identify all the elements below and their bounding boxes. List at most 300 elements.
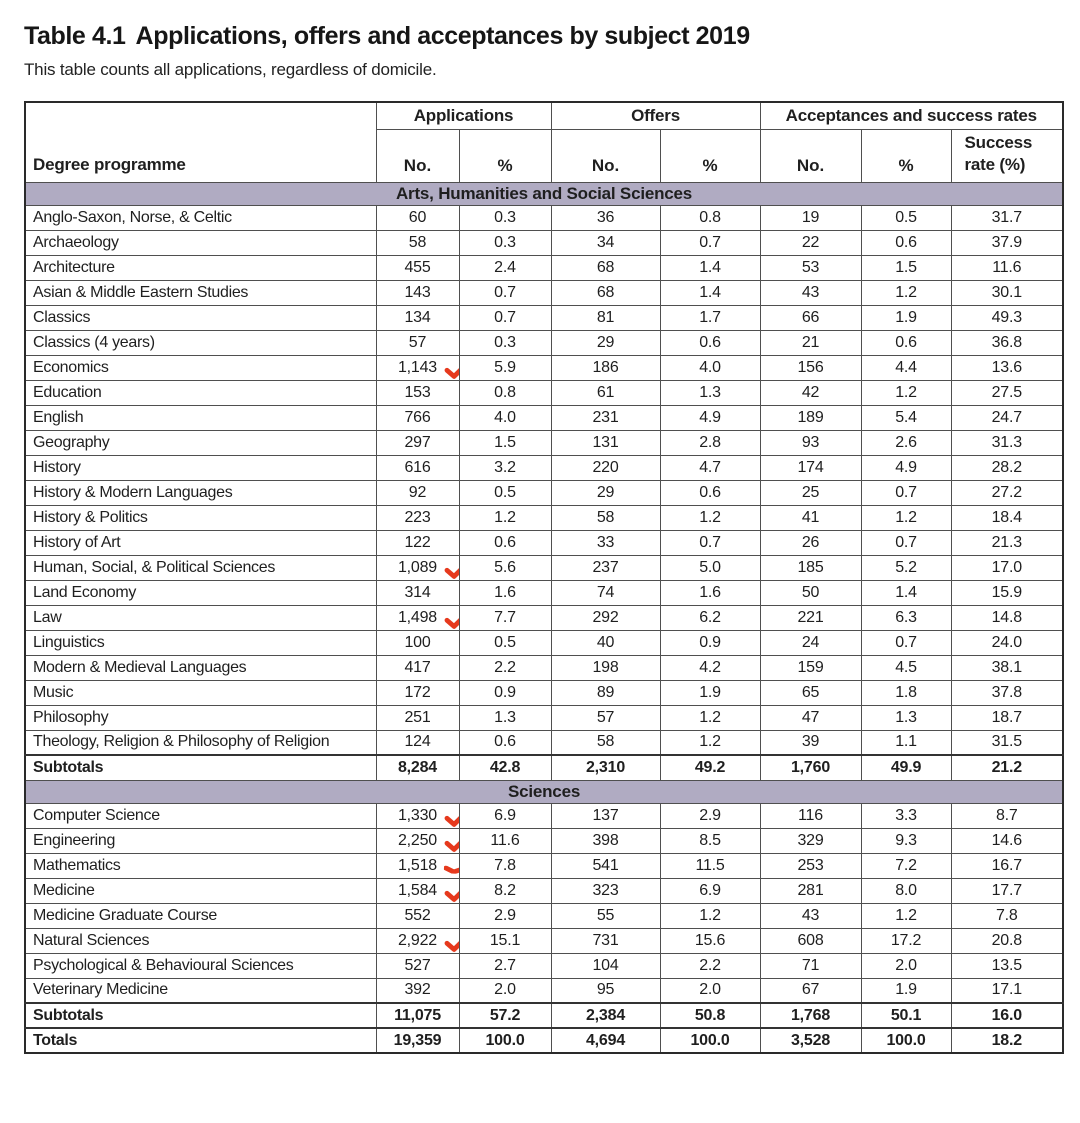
subject-row [25, 480, 1063, 505]
value-cell: 1.2 [459, 505, 551, 530]
value-cell: 29 [551, 480, 660, 505]
value-cell: 16.0 [951, 1003, 1063, 1028]
value-cell: 0.7 [660, 530, 760, 555]
value-cell: 1.2 [861, 280, 951, 305]
value-cell: 1,584 [376, 878, 459, 903]
subject-row [25, 305, 1063, 330]
offers-pct-header: % [660, 129, 760, 182]
subject-row [25, 878, 1063, 903]
degree-programme-cell: Classics [25, 305, 376, 330]
value-cell: 16.7 [951, 853, 1063, 878]
value-cell: 0.7 [861, 630, 951, 655]
value-cell: 13.6 [951, 355, 1063, 380]
subject-row [25, 205, 1063, 230]
red-checkmark-icon [443, 557, 460, 580]
value-cell: 49.9 [861, 755, 951, 780]
value-cell: 61 [551, 380, 660, 405]
value-cell: 4.5 [861, 655, 951, 680]
value-cell: 57 [376, 330, 459, 355]
value-cell: 8.7 [951, 803, 1063, 828]
value-cell: 100.0 [459, 1028, 551, 1053]
value-cell: 33 [551, 530, 660, 555]
value-cell: 1.2 [861, 380, 951, 405]
degree-programme-cell: Music [25, 680, 376, 705]
value-cell: 38.1 [951, 655, 1063, 680]
value-cell: 2.9 [660, 803, 760, 828]
value-cell: 11.6 [951, 255, 1063, 280]
degree-programme-cell: Anglo-Saxon, Norse, & Celtic [25, 205, 376, 230]
value-cell: 21.2 [951, 755, 1063, 780]
value-cell: 185 [760, 555, 861, 580]
value-cell: 0.6 [459, 730, 551, 755]
value-cell: 47 [760, 705, 861, 730]
summary-row [25, 1028, 1063, 1053]
applications-pct-header: % [459, 129, 551, 182]
value-cell: 50.8 [660, 1003, 760, 1028]
success-rate-header-line2: rate (%) [964, 155, 1026, 175]
degree-programme-cell: History of Art [25, 530, 376, 555]
value-cell: 221 [760, 605, 861, 630]
value-cell: 65 [760, 680, 861, 705]
value-cell: 6.2 [660, 605, 760, 630]
value-cell: 0.6 [660, 480, 760, 505]
value-cell: 67 [760, 978, 861, 1003]
value-cell: 5.2 [861, 555, 951, 580]
value-cell: 22 [760, 230, 861, 255]
subject-row [25, 953, 1063, 978]
subject-row [25, 230, 1063, 255]
value-cell: 43 [760, 903, 861, 928]
value-cell: 14.6 [951, 828, 1063, 853]
section-band-row [25, 182, 1063, 205]
value-cell: 392 [376, 978, 459, 1003]
value-cell: 1.9 [861, 978, 951, 1003]
subject-row [25, 505, 1063, 530]
value-cell: 0.5 [459, 480, 551, 505]
subject-row [25, 828, 1063, 853]
value-cell: 122 [376, 530, 459, 555]
subject-row [25, 405, 1063, 430]
value-cell: 1.9 [660, 680, 760, 705]
value-cell: 2,250 [376, 828, 459, 853]
subject-row [25, 655, 1063, 680]
degree-programme-cell: History [25, 455, 376, 480]
value-cell: 1.2 [660, 903, 760, 928]
degree-programme-cell: Law [25, 605, 376, 630]
value-cell: 292 [551, 605, 660, 630]
value-cell: 1,143 [376, 355, 459, 380]
subject-row [25, 730, 1063, 755]
section-header: Arts, Humanities and Social Sciences [25, 182, 1063, 205]
value-cell: 2,384 [551, 1003, 660, 1028]
value-cell: 2.0 [861, 953, 951, 978]
value-cell: 31.7 [951, 205, 1063, 230]
value-cell: 417 [376, 655, 459, 680]
totals-label: Totals [25, 1028, 376, 1053]
value-cell: 1.1 [861, 730, 951, 755]
subject-row [25, 605, 1063, 630]
offers-group-header: Offers [551, 102, 760, 129]
value-cell: 5.6 [459, 555, 551, 580]
value-cell: 50.1 [861, 1003, 951, 1028]
degree-programme-cell: Classics (4 years) [25, 330, 376, 355]
subject-row [25, 903, 1063, 928]
value-cell: 314 [376, 580, 459, 605]
value-cell: 1,768 [760, 1003, 861, 1028]
value-cell: 1.4 [660, 255, 760, 280]
value-cell: 13.5 [951, 953, 1063, 978]
value-cell: 17.7 [951, 878, 1063, 903]
value-cell: 2.4 [459, 255, 551, 280]
subject-row [25, 803, 1063, 828]
value-cell: 81 [551, 305, 660, 330]
value-cell: 27.5 [951, 380, 1063, 405]
degree-programme-cell: Mathematics [25, 853, 376, 878]
value-cell: 31.3 [951, 430, 1063, 455]
degree-programme-cell: Natural Sciences [25, 928, 376, 953]
value-cell: 28.2 [951, 455, 1063, 480]
value-cell: 49.3 [951, 305, 1063, 330]
value-cell: 15.6 [660, 928, 760, 953]
subject-row [25, 530, 1063, 555]
degree-programme-cell: English [25, 405, 376, 430]
value-cell: 4.2 [660, 655, 760, 680]
value-cell: 71 [760, 953, 861, 978]
value-cell: 143 [376, 280, 459, 305]
value-cell: 2.2 [459, 655, 551, 680]
value-cell: 100 [376, 630, 459, 655]
section-header: Sciences [25, 780, 1063, 803]
value-cell: 18.7 [951, 705, 1063, 730]
table-title-text: Applications, offers and acceptances by subject 2019 [135, 22, 750, 50]
acceptances-pct-header: % [861, 129, 951, 182]
value-cell: 1.3 [861, 705, 951, 730]
value-cell: 60 [376, 205, 459, 230]
value-cell: 2.7 [459, 953, 551, 978]
value-cell: 6.9 [459, 803, 551, 828]
value-cell: 95 [551, 978, 660, 1003]
summary-row [25, 755, 1063, 780]
value-cell: 0.3 [459, 230, 551, 255]
degree-programme-cell: Philosophy [25, 705, 376, 730]
value-cell: 231 [551, 405, 660, 430]
value-cell: 281 [760, 878, 861, 903]
value-cell: 766 [376, 405, 459, 430]
value-cell: 1,518 [376, 853, 459, 878]
value-cell: 0.8 [660, 205, 760, 230]
value-cell: 398 [551, 828, 660, 853]
value-cell: 552 [376, 903, 459, 928]
value-cell: 156 [760, 355, 861, 380]
acceptances-group-header: Acceptances and success rates [760, 102, 1063, 129]
value-cell: 1.3 [660, 380, 760, 405]
degree-programme-cell: Economics [25, 355, 376, 380]
value-cell: 15.9 [951, 580, 1063, 605]
degree-programme-cell: Asian & Middle Eastern Studies [25, 280, 376, 305]
value-cell: 55 [551, 903, 660, 928]
success-rate-header-line1: Success [964, 133, 1033, 153]
subject-row [25, 705, 1063, 730]
value-cell: 2.9 [459, 903, 551, 928]
value-cell: 100.0 [861, 1028, 951, 1053]
value-cell: 189 [760, 405, 861, 430]
value-cell: 1,760 [760, 755, 861, 780]
value-cell: 153 [376, 380, 459, 405]
value-cell: 1.3 [459, 705, 551, 730]
value-cell: 17.0 [951, 555, 1063, 580]
value-cell: 116 [760, 803, 861, 828]
value-cell: 5.0 [660, 555, 760, 580]
subtotals-label: Subtotals [25, 755, 376, 780]
subject-row [25, 978, 1063, 1003]
table-subtitle: This table counts all applications, regardless of domicile. [24, 60, 437, 79]
value-cell: 0.7 [459, 305, 551, 330]
value-cell: 616 [376, 455, 459, 480]
subject-row [25, 455, 1063, 480]
value-cell: 1.2 [660, 705, 760, 730]
value-cell: 74 [551, 580, 660, 605]
value-cell: 68 [551, 255, 660, 280]
value-cell: 66 [760, 305, 861, 330]
value-cell: 18.2 [951, 1028, 1063, 1053]
value-cell: 0.6 [861, 230, 951, 255]
value-cell: 7.2 [861, 853, 951, 878]
subject-row [25, 430, 1063, 455]
value-cell: 17.2 [861, 928, 951, 953]
value-cell: 4.9 [660, 405, 760, 430]
applications-offers-acceptances-table [24, 101, 1064, 1054]
degree-programme-cell: Medicine Graduate Course [25, 903, 376, 928]
red-checkmark-icon [443, 607, 460, 630]
value-cell: 18.4 [951, 505, 1063, 530]
value-cell: 0.3 [459, 205, 551, 230]
value-cell: 6.3 [861, 605, 951, 630]
value-cell: 3.3 [861, 803, 951, 828]
value-cell: 8,284 [376, 755, 459, 780]
value-cell: 104 [551, 953, 660, 978]
value-cell: 34 [551, 230, 660, 255]
value-cell: 2,310 [551, 755, 660, 780]
degree-programme-cell: History & Modern Languages [25, 480, 376, 505]
value-cell: 6.9 [660, 878, 760, 903]
value-cell: 134 [376, 305, 459, 330]
subject-row [25, 330, 1063, 355]
value-cell: 172 [376, 680, 459, 705]
value-cell: 0.7 [861, 480, 951, 505]
subject-row [25, 355, 1063, 380]
value-cell: 131 [551, 430, 660, 455]
degree-programme-cell: Human, Social, & Political Sciences [25, 555, 376, 580]
value-cell: 1.6 [459, 580, 551, 605]
value-cell: 9.3 [861, 828, 951, 853]
offers-no-header: No. [551, 129, 660, 182]
value-cell: 36.8 [951, 330, 1063, 355]
red-checkmark-icon [443, 880, 460, 903]
degree-programme-cell: Education [25, 380, 376, 405]
value-cell: 527 [376, 953, 459, 978]
success-rate-header [951, 129, 1063, 182]
degree-programme-cell: Land Economy [25, 580, 376, 605]
value-cell: 50 [760, 580, 861, 605]
subject-row [25, 630, 1063, 655]
value-cell: 24.7 [951, 405, 1063, 430]
value-cell: 24.0 [951, 630, 1063, 655]
applications-group-header: Applications [376, 102, 551, 129]
value-cell: 100.0 [660, 1028, 760, 1053]
value-cell: 58 [551, 730, 660, 755]
value-cell: 21 [760, 330, 861, 355]
value-cell: 0.9 [660, 630, 760, 655]
value-cell: 1.2 [861, 903, 951, 928]
subject-row [25, 555, 1063, 580]
value-cell: 42 [760, 380, 861, 405]
value-cell: 329 [760, 828, 861, 853]
table-header [25, 102, 1063, 182]
value-cell: 1,089 [376, 555, 459, 580]
value-cell: 5.9 [459, 355, 551, 380]
value-cell: 1.4 [660, 280, 760, 305]
degree-programme-cell: History & Politics [25, 505, 376, 530]
value-cell: 237 [551, 555, 660, 580]
value-cell: 43 [760, 280, 861, 305]
value-cell: 14.8 [951, 605, 1063, 630]
value-cell: 40 [551, 630, 660, 655]
value-cell: 11,075 [376, 1003, 459, 1028]
section-band-row [25, 780, 1063, 803]
value-cell: 2.8 [660, 430, 760, 455]
subject-row [25, 928, 1063, 953]
degree-programme-cell: Geography [25, 430, 376, 455]
value-cell: 68 [551, 280, 660, 305]
value-cell: 2.0 [459, 978, 551, 1003]
value-cell: 251 [376, 705, 459, 730]
value-cell: 4.9 [861, 455, 951, 480]
value-cell: 2.0 [660, 978, 760, 1003]
degree-programme-cell: Computer Science [25, 803, 376, 828]
value-cell: 89 [551, 680, 660, 705]
value-cell: 7.8 [951, 903, 1063, 928]
value-cell: 8.2 [459, 878, 551, 903]
value-cell: 31.5 [951, 730, 1063, 755]
value-cell: 1.5 [861, 255, 951, 280]
value-cell: 2.6 [861, 430, 951, 455]
subject-row [25, 580, 1063, 605]
value-cell: 1,498 [376, 605, 459, 630]
value-cell: 0.3 [459, 330, 551, 355]
value-cell: 159 [760, 655, 861, 680]
value-cell: 11.6 [459, 828, 551, 853]
value-cell: 49.2 [660, 755, 760, 780]
value-cell: 0.6 [459, 530, 551, 555]
value-cell: 0.6 [660, 330, 760, 355]
value-cell: 15.1 [459, 928, 551, 953]
value-cell: 0.5 [459, 630, 551, 655]
value-cell: 8.5 [660, 828, 760, 853]
value-cell: 24 [760, 630, 861, 655]
subject-row [25, 255, 1063, 280]
value-cell: 174 [760, 455, 861, 480]
degree-programme-cell: Theology, Religion & Philosophy of Religion [25, 730, 376, 755]
value-cell: 41 [760, 505, 861, 530]
value-cell: 37.8 [951, 680, 1063, 705]
value-cell: 1.7 [660, 305, 760, 330]
value-cell: 2,922 [376, 928, 459, 953]
value-cell: 1.6 [660, 580, 760, 605]
value-cell: 19,359 [376, 1028, 459, 1053]
value-cell: 124 [376, 730, 459, 755]
value-cell: 36 [551, 205, 660, 230]
value-cell: 1.2 [660, 505, 760, 530]
red-checkmark-icon [443, 861, 459, 875]
value-cell: 0.9 [459, 680, 551, 705]
value-cell: 0.5 [861, 205, 951, 230]
value-cell: 3.2 [459, 455, 551, 480]
subject-row [25, 853, 1063, 878]
value-cell: 4.0 [660, 355, 760, 380]
value-cell: 455 [376, 255, 459, 280]
table-title [24, 22, 1062, 51]
value-cell: 0.7 [861, 530, 951, 555]
value-cell: 253 [760, 853, 861, 878]
value-cell: 1.4 [861, 580, 951, 605]
value-cell: 1,330 [376, 803, 459, 828]
degree-programme-cell: Psychological & Behavioural Sciences [25, 953, 376, 978]
value-cell: 4.0 [459, 405, 551, 430]
value-cell: 39 [760, 730, 861, 755]
degree-programme-cell: Medicine [25, 878, 376, 903]
value-cell: 608 [760, 928, 861, 953]
value-cell: 57 [551, 705, 660, 730]
value-cell: 29 [551, 330, 660, 355]
degree-programme-cell: Linguistics [25, 630, 376, 655]
value-cell: 1.2 [660, 730, 760, 755]
value-cell: 137 [551, 803, 660, 828]
value-cell: 20.8 [951, 928, 1063, 953]
acceptances-no-header: No. [760, 129, 861, 182]
value-cell: 53 [760, 255, 861, 280]
value-cell: 21.3 [951, 530, 1063, 555]
value-cell: 0.7 [459, 280, 551, 305]
degree-programme-cell: Veterinary Medicine [25, 978, 376, 1003]
value-cell: 198 [551, 655, 660, 680]
value-cell: 7.8 [459, 853, 551, 878]
value-cell: 541 [551, 853, 660, 878]
value-cell: 5.4 [861, 405, 951, 430]
value-cell: 25 [760, 480, 861, 505]
red-checkmark-icon [443, 805, 460, 828]
value-cell: 19 [760, 205, 861, 230]
degree-programme-cell: Engineering [25, 828, 376, 853]
value-cell: 3,528 [760, 1028, 861, 1053]
value-cell: 0.6 [861, 330, 951, 355]
red-checkmark-icon [443, 357, 460, 380]
value-cell: 8.0 [861, 878, 951, 903]
value-cell: 26 [760, 530, 861, 555]
value-cell: 17.1 [951, 978, 1063, 1003]
value-cell: 93 [760, 430, 861, 455]
value-cell: 58 [376, 230, 459, 255]
value-cell: 57.2 [459, 1003, 551, 1028]
value-cell: 58 [551, 505, 660, 530]
value-cell: 1.2 [861, 505, 951, 530]
value-cell: 297 [376, 430, 459, 455]
value-cell: 30.1 [951, 280, 1063, 305]
degree-programme-cell: Architecture [25, 255, 376, 280]
summary-row [25, 1003, 1063, 1028]
value-cell: 1.8 [861, 680, 951, 705]
table-title-number: Table 4.1 [24, 22, 126, 50]
subtotals-label: Subtotals [25, 1003, 376, 1028]
